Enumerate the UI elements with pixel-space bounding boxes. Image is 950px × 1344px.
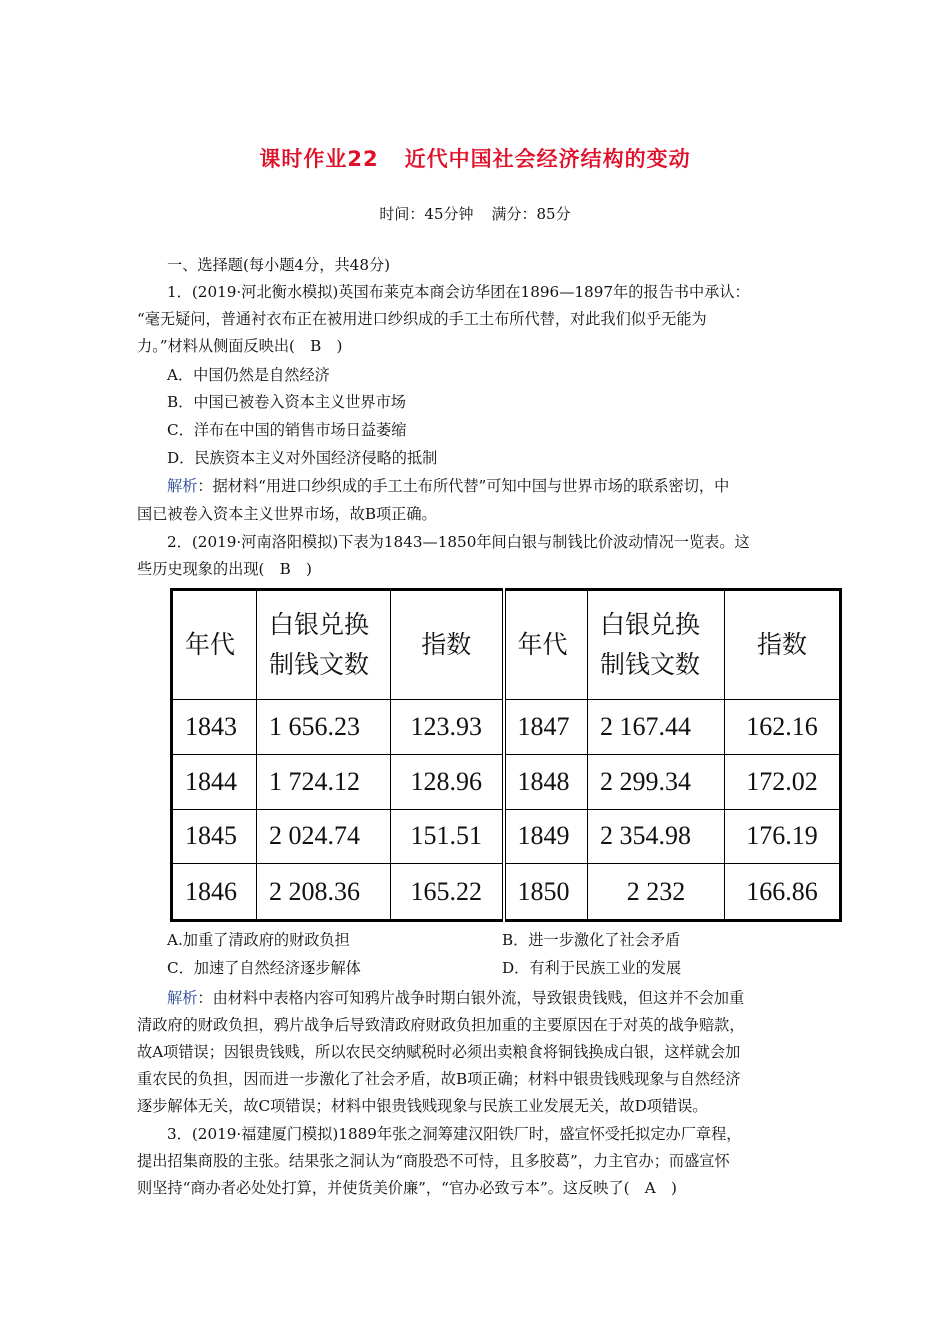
section-heading: 一、选择题(每小题4分，共48分) bbox=[167, 256, 391, 274]
cell-rate: 2 167.44 bbox=[588, 700, 725, 755]
cell-index: 176.19 bbox=[725, 809, 841, 864]
q1-analysis-line-1 bbox=[137, 473, 857, 500]
table-row bbox=[172, 864, 841, 921]
q2-analysis-text: ：由材料中表格内容可知鸦片战争时期白银外流，导致银贵钱贱，但这并不会加重 bbox=[197, 989, 745, 1007]
q1-analysis-text: ：据材料“用进口纱织成的手工土布所代替”可知中国与世界市场的联系密切，中 bbox=[197, 477, 730, 495]
analysis-label: 解析 bbox=[167, 989, 198, 1007]
q2-stem-line-2: 些历史现象的出现( B ) bbox=[137, 560, 312, 578]
header-rate-2: 白银兑换 制钱文数 bbox=[588, 590, 725, 700]
cell-year: 1848 bbox=[504, 754, 588, 809]
q2-analysis-line-5: 逐步解体无关，故C项错误；材料中银贵钱贱现象与民族工业发展无关，故D项错误。 bbox=[137, 1097, 708, 1115]
q2-option-d: D．有利于民族工业的发展 bbox=[502, 959, 682, 977]
cell-rate: 2 024.74 bbox=[257, 809, 391, 864]
header-index-2: 指数 bbox=[725, 590, 841, 700]
cell-rate: 1 656.23 bbox=[257, 700, 391, 755]
q1-analysis-line-2: 国已被卷入资本主义世界市场，故B项正确。 bbox=[137, 505, 437, 523]
cell-year: 1850 bbox=[504, 864, 588, 921]
full-score: 满分：85分 bbox=[491, 205, 571, 223]
header-index: 指数 bbox=[391, 590, 504, 700]
cell-index: 128.96 bbox=[391, 754, 504, 809]
q2-analysis-line-3: 故A项错误；因银贵钱贱，所以农民交纳赋税时必须出卖粮食将铜钱换成白银，这样就会加 bbox=[137, 1043, 741, 1061]
table-row bbox=[172, 809, 841, 864]
q3-stem-line-2: 提出招集商股的主张。结果张之洞认为“商股恐不可恃，且多胶葛”，力主官办；而盛宣怀 bbox=[137, 1152, 730, 1170]
exam-meta bbox=[0, 203, 950, 224]
cell-rate: 2 208.36 bbox=[257, 864, 391, 921]
cell-index: 151.51 bbox=[391, 809, 504, 864]
cell-index: 166.86 bbox=[725, 864, 841, 921]
table-header-row bbox=[172, 590, 841, 700]
analysis-label: 解析 bbox=[167, 477, 198, 495]
q2-stem-line-1: 2．(2019·河南洛阳模拟)下表为1843—1850年间白银与制钱比价波动情况一览表。这 bbox=[167, 533, 750, 551]
q1-stem-line-2: “毫无疑问，普通衬衣布正在被用进口纱织成的手工土布所代替，对此我们似乎无能为 bbox=[137, 310, 707, 328]
q1-option-b: B．中国已被卷入资本主义世界市场 bbox=[167, 393, 406, 411]
cell-year: 1847 bbox=[504, 700, 588, 755]
cell-year: 1846 bbox=[172, 864, 257, 921]
q1-option-a: A．中国仍然是自然经济 bbox=[167, 366, 330, 384]
cell-index: 165.22 bbox=[391, 864, 504, 921]
cell-year: 1845 bbox=[172, 809, 257, 864]
q2-option-a: A.加重了清政府的财政负担 bbox=[167, 931, 350, 949]
q1-stem-line-3: 力。”材料从侧面反映出( B ) bbox=[137, 337, 343, 355]
title-lesson-number: 课时作业22 bbox=[259, 147, 379, 171]
q2-option-b: B．进一步激化了社会矛盾 bbox=[502, 931, 681, 949]
header-rate: 白银兑换 制钱文数 bbox=[257, 590, 391, 700]
silver-copper-table bbox=[170, 588, 839, 922]
title-topic: 近代中国社会经济结构的变动 bbox=[404, 147, 691, 171]
cell-index: 172.02 bbox=[725, 754, 841, 809]
table-row bbox=[172, 700, 841, 755]
table-row bbox=[172, 754, 841, 809]
q2-analysis-line-2: 清政府的财政负担，鸦片战争后导致清政府财政负担加重的主要原因在于对英的战争赔款， bbox=[137, 1016, 745, 1034]
header-year: 年代 bbox=[172, 590, 257, 700]
cell-index: 123.93 bbox=[391, 700, 504, 755]
cell-rate: 2 232 bbox=[588, 864, 725, 921]
page-title bbox=[0, 143, 950, 173]
header-year-2: 年代 bbox=[504, 590, 588, 700]
cell-year: 1843 bbox=[172, 700, 257, 755]
q1-option-c: C．洋布在中国的销售市场日益萎缩 bbox=[167, 421, 407, 439]
cell-year: 1844 bbox=[172, 754, 257, 809]
q1-option-d: D．民族资本主义对外国经济侵略的抵制 bbox=[167, 449, 438, 467]
cell-rate: 2 354.98 bbox=[588, 809, 725, 864]
q1-stem-line-1: 1．(2019·河北衡水模拟)英国布莱克本商会访华团在1896—1897年的报告书中承认： bbox=[167, 283, 750, 301]
cell-year: 1849 bbox=[504, 809, 588, 864]
q2-analysis-line-4: 重农民的负担，因而进一步激化了社会矛盾，故B项正确；材料中银贵钱贱现象与自然经济 bbox=[137, 1070, 741, 1088]
cell-rate: 1 724.12 bbox=[257, 754, 391, 809]
q2-analysis-line-1 bbox=[137, 985, 857, 1012]
q3-stem-line-3: 则坚持“商办者必处处打算，并使货美价廉”，“官办必致亏本”。这反映了( A ) bbox=[137, 1179, 677, 1197]
q3-stem-line-1: 3．(2019·福建厦门模拟)1889年张之洞筹建汉阳铁厂时，盛宣怀受托拟定办厂章程， bbox=[167, 1125, 742, 1143]
time-limit: 时间：45分钟 bbox=[379, 205, 474, 223]
cell-rate: 2 299.34 bbox=[588, 754, 725, 809]
q2-option-c: C．加速了自然经济逐步解体 bbox=[167, 959, 361, 977]
cell-index: 162.16 bbox=[725, 700, 841, 755]
